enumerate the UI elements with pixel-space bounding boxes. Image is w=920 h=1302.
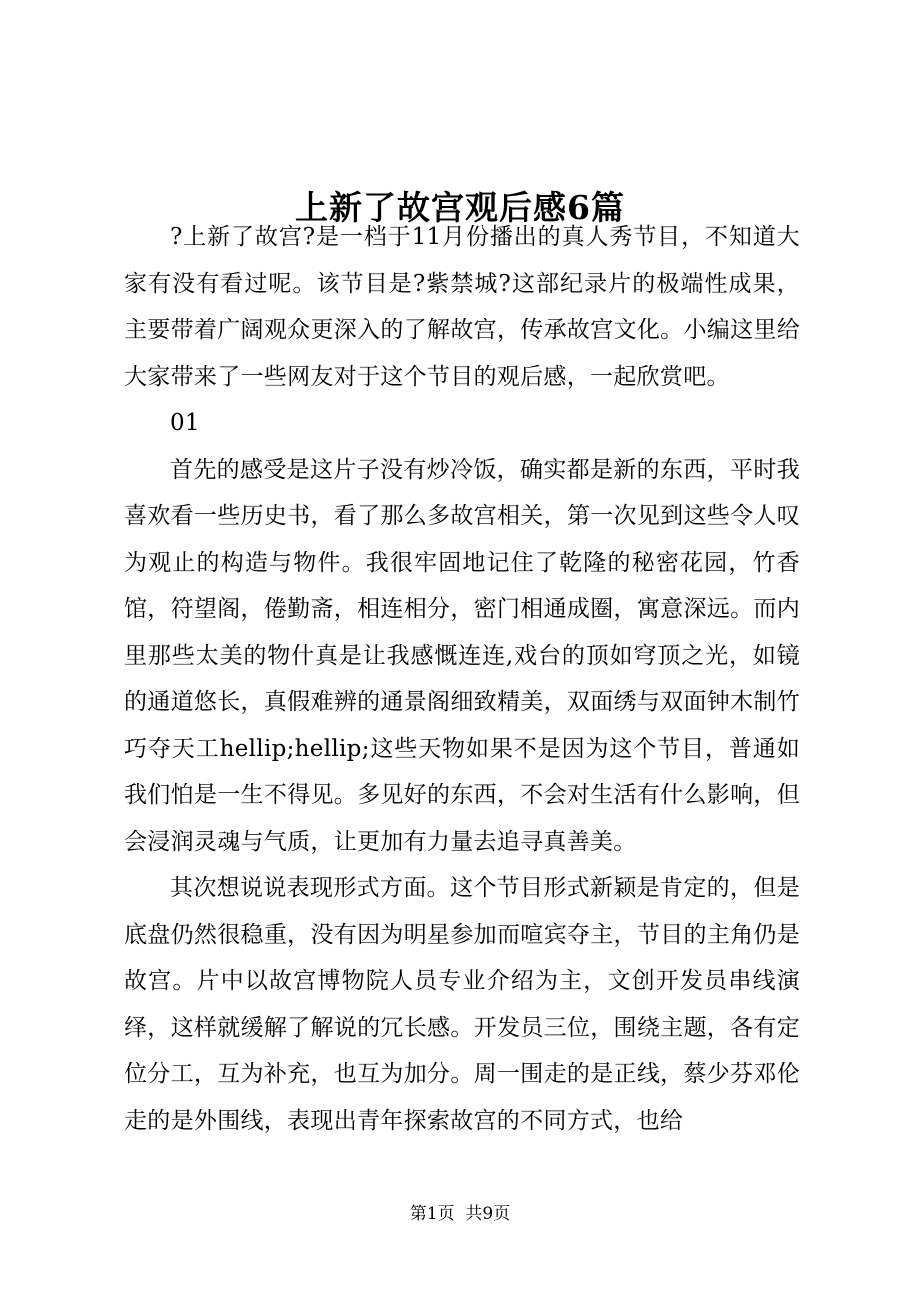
paragraph-first-impression: 首先的感受是这片子没有炒冷饭，确实都是新的东西，平时我喜欢看一些历史书，看了那么多故宫相关，第一次见到这些令人叹为观止的构造与物件。我很牢固地记住了乾隆的秘密花园，竹香馆，符望阁，倦勤斋，相连相分，密门相通成圈，寓意深远。而内里那些太美的物什真是让我感慨连连,戏台的顶如穹顶之光，如镜的通道悠长，真假难辨的通景阁细致精美，双面绣与双面钟木制竹巧夺天工hellip;hellip;这些天物如果不是因为这个节目，普通如我们怕是一生不得见。多见好的东西，不会对生活有什么影响，但会浸润灵魂与气质，让更加有力量去追寻真善美。 <box>124 456 800 855</box>
document-title: 上新了故宫观后感6篇 <box>295 188 625 228</box>
page-footer <box>0 1203 920 1225</box>
paragraph-intro: ?上新了故宫?是一档于11月份播出的真人秀节目，不知道大家有没有看过呢。该节目是?紫禁城?这部纪录片的极端性成果，主要带着广阔观众更深入的了解故宫，传承故宫文化。小编这里给大家带来了一些网友对于这个节目的观后感，一起欣赏吧。 <box>124 224 800 390</box>
page-number-label: 第1页 共9页 <box>409 1204 511 1224</box>
paragraph-presentation: 其次想说说表现形式方面。这个节目形式新颖是肯定的，但是底盘仍然很稳重，没有因为明星参加而喧宾夺主，节目的主角仍是故宫。片中以故宫博物院人员专业介绍为主，文创开发员串线演绎，这样就缓解了解说的冗长感。开发员三位，围绕主题，各有定位分工，互为补充，也互为加分。周一围走的是正线，蔡少芬邓伦走的是外围线，表现出青年探索故宫的不同方式，也给 <box>124 875 800 1134</box>
section-number: 01 <box>170 410 200 436</box>
document-body <box>124 214 800 1144</box>
